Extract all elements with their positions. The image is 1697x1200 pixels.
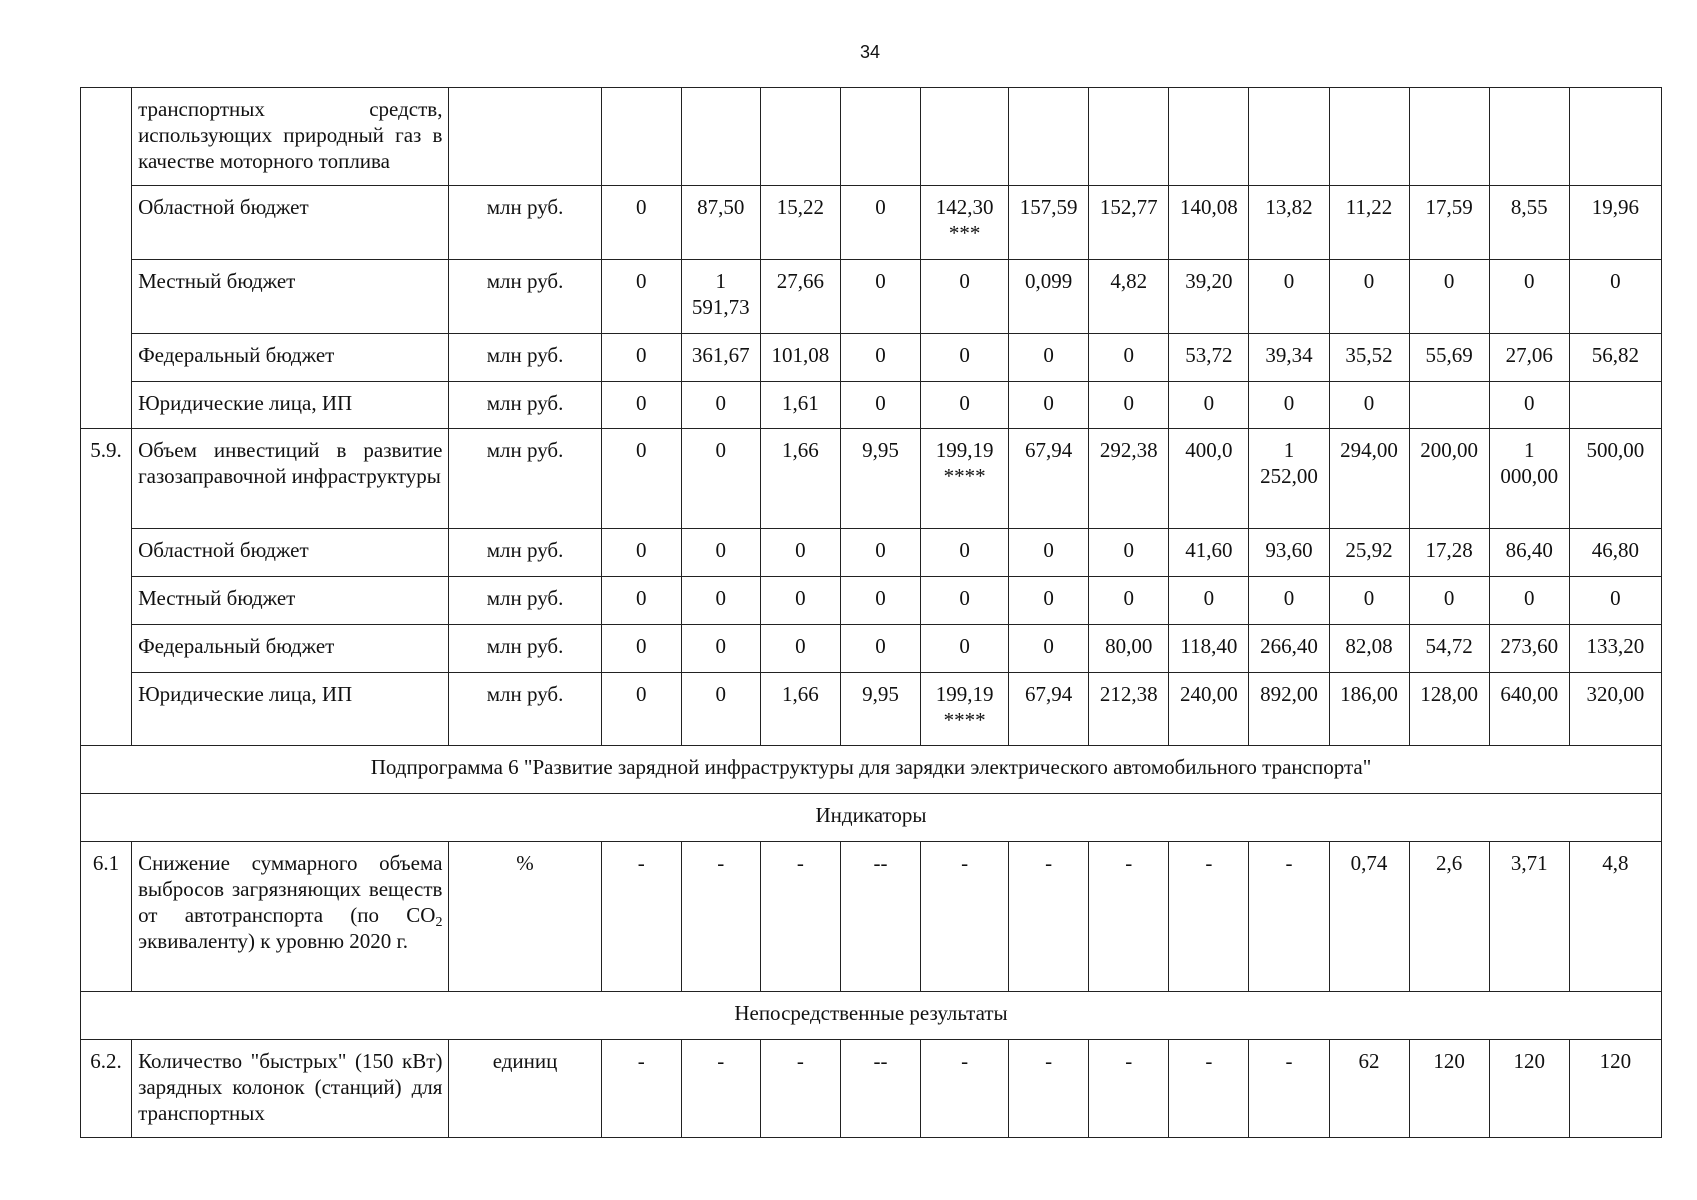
value-cell: 0 (1249, 260, 1329, 334)
value-cell: 0 (681, 529, 760, 577)
value-cell (681, 88, 760, 186)
table-row (81, 429, 1662, 529)
value-cell: 0 (601, 382, 681, 429)
value-cell: 62 (1329, 1040, 1409, 1138)
value-cell: 0 (1009, 625, 1089, 673)
value-cell: 200,00 (1409, 429, 1489, 529)
value-cell: 56,82 (1569, 334, 1661, 382)
value-cell: 1,66 (760, 673, 840, 746)
value-cell: 25,92 (1329, 529, 1409, 577)
value-cell: - (1009, 1040, 1089, 1138)
value-cell: 0 (1009, 577, 1089, 625)
funding-source-cell: Федеральный бюджет (132, 334, 449, 382)
value-cell: - (1089, 1040, 1169, 1138)
funding-source-cell: Юридические лица, ИП (132, 673, 449, 746)
value-cell: 118,40 (1169, 625, 1249, 673)
value-cell: - (601, 842, 681, 992)
value-cell: - (1169, 1040, 1249, 1138)
value-cell: 0 (681, 429, 760, 529)
unit-cell: млн руб. (449, 577, 601, 625)
value-cell: 0 (1169, 577, 1249, 625)
value-cell: 0,099 (1009, 260, 1089, 334)
value-cell: 0 (921, 529, 1009, 577)
value-cell: 54,72 (1409, 625, 1489, 673)
unit-cell: млн руб. (449, 186, 601, 260)
value-cell: 87,50 (681, 186, 760, 260)
value-cell: 0 (1409, 577, 1489, 625)
value-cell: 82,08 (1329, 625, 1409, 673)
funding-source-cell: Юридические лица, ИП (132, 382, 449, 429)
table-row (81, 529, 1662, 577)
value-cell: 0 (1249, 577, 1329, 625)
row-number-cell: 6.1 (81, 842, 132, 992)
value-cell: 0 (840, 334, 920, 382)
row-name-cell: Количество "быстрых" (150 кВт) зарядных колонок (станций) для транспортных (132, 1040, 449, 1138)
value-cell: 0 (1329, 382, 1409, 429)
results-heading: Непосредственные результаты (81, 992, 1662, 1040)
value-cell: 27,06 (1489, 334, 1569, 382)
value-cell: - (681, 1040, 760, 1138)
row-name-text: Снижение суммарного объема выбросов загрязняющих веществ от автотранспорта (по СО (138, 851, 443, 927)
value-cell (1569, 88, 1661, 186)
value-cell: 0 (601, 673, 681, 746)
value-cell: 186,00 (1329, 673, 1409, 746)
value-cell: 500,00 (1569, 429, 1661, 529)
value-cell: 400,0 (1169, 429, 1249, 529)
value-cell: 11,22 (1329, 186, 1409, 260)
table-row (81, 746, 1662, 794)
value-cell: 4,8 (1569, 842, 1661, 992)
value-cell: 17,59 (1409, 186, 1489, 260)
value-cell: 140,08 (1169, 186, 1249, 260)
value-cell (1409, 382, 1489, 429)
funding-source-cell: Областной бюджет (132, 186, 449, 260)
value-cell: 86,40 (1489, 529, 1569, 577)
value-cell: 0 (1489, 382, 1569, 429)
unit-cell: млн руб. (449, 429, 601, 529)
value-cell: 0 (760, 577, 840, 625)
value-cell: 0 (840, 382, 920, 429)
value-cell (1009, 88, 1089, 186)
table-row (81, 842, 1662, 992)
value-cell: 0 (601, 529, 681, 577)
row-name-cell: Объем инвестиций в развитие газозаправочной инфраструктуры (132, 429, 449, 529)
value-cell: 17,28 (1409, 529, 1489, 577)
funding-source-cell: Местный бюджет (132, 260, 449, 334)
value-cell: 0 (760, 529, 840, 577)
value-cell: 128,00 (1409, 673, 1489, 746)
row-number-cell (81, 88, 132, 429)
value-cell: 46,80 (1569, 529, 1661, 577)
value-cell: 0 (681, 625, 760, 673)
value-cell: 199,19 **** (921, 429, 1009, 529)
table-row (81, 794, 1662, 842)
value-cell: 4,82 (1089, 260, 1169, 334)
value-cell: 0 (840, 260, 920, 334)
value-cell: 0 (921, 334, 1009, 382)
table-row (81, 577, 1662, 625)
value-cell: 0 (601, 429, 681, 529)
value-cell: 0 (1009, 529, 1089, 577)
value-cell: 0 (921, 625, 1009, 673)
table-row (81, 334, 1662, 382)
table-row (81, 260, 1662, 334)
value-cell: 142,30 *** (921, 186, 1009, 260)
value-cell: 0 (840, 529, 920, 577)
value-cell: - (1169, 842, 1249, 992)
indicators-heading: Индикаторы (81, 794, 1662, 842)
value-cell: 53,72 (1169, 334, 1249, 382)
value-cell: 9,95 (840, 673, 920, 746)
value-cell: 273,60 (1489, 625, 1569, 673)
table-row (81, 992, 1662, 1040)
row-number-cell: 6.2. (81, 1040, 132, 1138)
row-number-cell: 5.9. (81, 429, 132, 746)
value-cell: 1,66 (760, 429, 840, 529)
value-cell: 892,00 (1249, 673, 1329, 746)
subprogram-heading: Подпрограмма 6 "Развитие зарядной инфраструктуры для зарядки электрического автомобильного транспорта" (81, 746, 1662, 794)
value-cell: 0 (1249, 382, 1329, 429)
table-row (81, 88, 1662, 186)
value-cell: 361,67 (681, 334, 760, 382)
unit-cell: млн руб. (449, 334, 601, 382)
value-cell: 0 (921, 577, 1009, 625)
value-cell: 0 (921, 260, 1009, 334)
value-cell: 55,69 (1409, 334, 1489, 382)
value-cell: - (921, 842, 1009, 992)
value-cell: 41,60 (1169, 529, 1249, 577)
value-cell: 67,94 (1009, 673, 1089, 746)
value-cell: 0 (921, 382, 1009, 429)
value-cell: 1 252,00 (1249, 429, 1329, 529)
value-cell: 292,38 (1089, 429, 1169, 529)
value-cell: 0 (840, 625, 920, 673)
value-cell (1089, 88, 1169, 186)
value-cell: 266,40 (1249, 625, 1329, 673)
value-cell: 0 (1169, 382, 1249, 429)
value-cell: 3,71 (1489, 842, 1569, 992)
value-cell: 15,22 (760, 186, 840, 260)
value-cell: 0 (1089, 334, 1169, 382)
value-cell: 120 (1489, 1040, 1569, 1138)
value-cell: 0 (760, 625, 840, 673)
unit-cell: млн руб. (449, 529, 601, 577)
value-cell: 0 (840, 186, 920, 260)
value-cell: 120 (1569, 1040, 1661, 1138)
value-cell: 0 (1409, 260, 1489, 334)
value-cell (840, 88, 920, 186)
value-cell (1489, 88, 1569, 186)
value-cell: 133,20 (1569, 625, 1661, 673)
value-cell: 0 (1089, 382, 1169, 429)
unit-cell: млн руб. (449, 260, 601, 334)
value-cell: 1,61 (760, 382, 840, 429)
value-cell: 13,82 (1249, 186, 1329, 260)
value-cell: 2,6 (1409, 842, 1489, 992)
value-cell: -- (840, 842, 920, 992)
value-cell: 294,00 (1329, 429, 1409, 529)
value-cell: 0 (1089, 577, 1169, 625)
value-cell: 35,52 (1329, 334, 1409, 382)
value-cell: 0 (681, 673, 760, 746)
value-cell: 0 (601, 577, 681, 625)
value-cell: 9,95 (840, 429, 920, 529)
value-cell: 0 (681, 577, 760, 625)
unit-cell: единиц (449, 1040, 601, 1138)
table-row (81, 673, 1662, 746)
table-row (81, 1040, 1662, 1138)
funding-source-cell: Местный бюджет (132, 577, 449, 625)
value-cell: 39,34 (1249, 334, 1329, 382)
value-cell: 0 (1329, 260, 1409, 334)
table-row (81, 625, 1662, 673)
value-cell: 93,60 (1249, 529, 1329, 577)
value-cell: - (601, 1040, 681, 1138)
unit-cell (449, 88, 601, 186)
funding-source-cell: Федеральный бюджет (132, 625, 449, 673)
value-cell: 80,00 (1089, 625, 1169, 673)
value-cell: -- (840, 1040, 920, 1138)
value-cell: 0 (1569, 577, 1661, 625)
value-cell: 1 000,00 (1489, 429, 1569, 529)
table-row (81, 382, 1662, 429)
value-cell: - (921, 1040, 1009, 1138)
unit-cell: млн руб. (449, 382, 601, 429)
row-name-text: эквиваленту) к уровню 2020 г. (138, 929, 409, 953)
value-cell (1329, 88, 1409, 186)
value-cell: 199,19 **** (921, 673, 1009, 746)
value-cell: 0 (1329, 577, 1409, 625)
value-cell: 0 (1569, 260, 1661, 334)
page-number: 34 (859, 42, 881, 62)
row-name-cell (132, 842, 449, 992)
value-cell: - (760, 842, 840, 992)
value-cell: 0 (681, 382, 760, 429)
value-cell: 67,94 (1009, 429, 1089, 529)
value-cell: 19,96 (1569, 186, 1661, 260)
value-cell: 240,00 (1169, 673, 1249, 746)
value-cell (601, 88, 681, 186)
value-cell (921, 88, 1009, 186)
value-cell: 0 (1009, 382, 1089, 429)
value-cell (1409, 88, 1489, 186)
value-cell: - (1089, 842, 1169, 992)
value-cell: 0 (1489, 260, 1569, 334)
value-cell (1249, 88, 1329, 186)
value-cell: 0 (601, 186, 681, 260)
value-cell: - (1249, 842, 1329, 992)
value-cell: 0 (1089, 529, 1169, 577)
unit-cell: млн руб. (449, 673, 601, 746)
unit-cell: млн руб. (449, 625, 601, 673)
value-cell: 152,77 (1089, 186, 1169, 260)
table-row (81, 186, 1662, 260)
value-cell: 1 591,73 (681, 260, 760, 334)
value-cell: 157,59 (1009, 186, 1089, 260)
program-table (80, 87, 1662, 1138)
value-cell: 0 (1009, 334, 1089, 382)
unit-cell: % (449, 842, 601, 992)
value-cell: - (1009, 842, 1089, 992)
value-cell: 27,66 (760, 260, 840, 334)
value-cell: 0 (1489, 577, 1569, 625)
value-cell: 320,00 (1569, 673, 1661, 746)
value-cell: - (1249, 1040, 1329, 1138)
value-cell: 640,00 (1489, 673, 1569, 746)
value-cell: - (760, 1040, 840, 1138)
funding-source-cell: Областной бюджет (132, 529, 449, 577)
value-cell: 101,08 (760, 334, 840, 382)
value-cell: 0,74 (1329, 842, 1409, 992)
value-cell: 212,38 (1089, 673, 1169, 746)
value-cell: - (681, 842, 760, 992)
value-cell: 0 (601, 260, 681, 334)
value-cell (1569, 382, 1661, 429)
value-cell: 39,20 (1169, 260, 1249, 334)
row-name-cell: транспортных средств, использующих природный газ в качестве моторного топлива (132, 88, 449, 186)
value-cell (760, 88, 840, 186)
value-cell (1169, 88, 1249, 186)
value-cell: 120 (1409, 1040, 1489, 1138)
value-cell: 0 (840, 577, 920, 625)
value-cell: 8,55 (1489, 186, 1569, 260)
value-cell: 0 (601, 625, 681, 673)
subscript-text: 2 (435, 915, 443, 930)
value-cell: 0 (601, 334, 681, 382)
